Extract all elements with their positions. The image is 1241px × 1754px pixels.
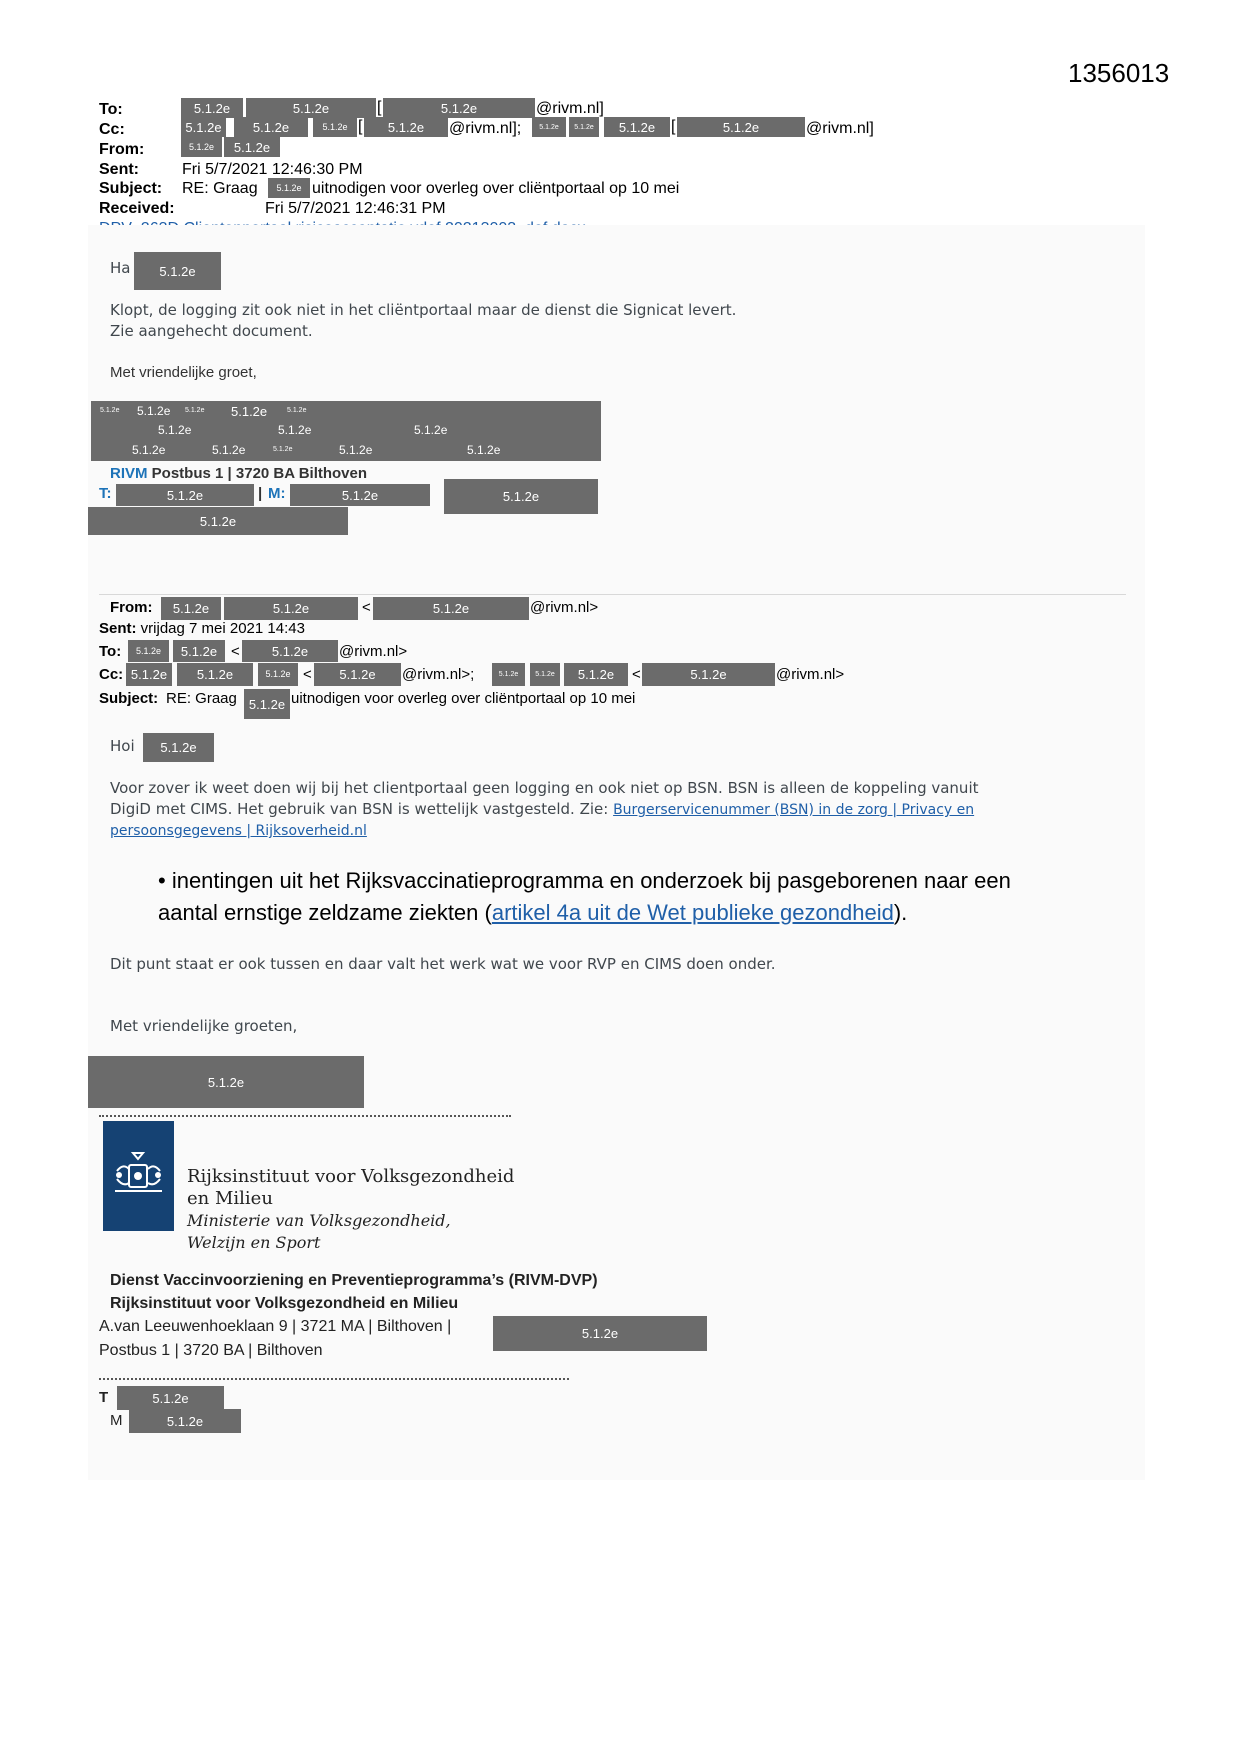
email2-sent: Sent: vrijdag 7 mei 2021 14:43: [99, 620, 305, 637]
bsn-link-cont[interactable]: persoonsgegevens | Rijksoverheid.nl: [110, 823, 367, 839]
redaction: 5.1.2e: [173, 640, 225, 662]
subject-prefix: RE: Graag: [182, 180, 258, 197]
sig-m-label: M:: [268, 485, 286, 502]
redaction: 5.1.2e: [290, 484, 430, 506]
redaction: 5.1.2e: [181, 98, 243, 118]
redaction: 5.1.2e: [530, 663, 560, 686]
redaction: 5.1.2e: [493, 1316, 707, 1351]
redaction: 5.1.2e: [129, 1409, 241, 1433]
cc-domain: @rivm.nl]: [806, 120, 874, 137]
redaction: 5.1.2e: [492, 663, 525, 686]
redaction: 5.1.2e: [569, 117, 599, 137]
redaction: 5.1.2e: [313, 117, 357, 137]
m-label: M: [110, 1412, 123, 1429]
email2-subject-suffix: uitnodigen voor overleg over cliëntportaal op 10 mei: [291, 690, 636, 707]
email2-body-line2: DigiD met CIMS. Het gebruik van BSN is wettelijk vastgesteld. Zie: Burgerservicenummer (BSN) in de zorg | Privacy en: [110, 800, 975, 818]
cc-label: Cc:: [99, 121, 125, 138]
redaction: 5.1.2e: [224, 597, 358, 620]
email2-to-domain: @rivm.nl>: [339, 643, 408, 660]
email2-body-line1: Voor zover ik weet doen wij bij het clientportaal geen logging en ook niet op BSN. BSN is alleen de koppeling vanuit: [110, 779, 979, 797]
redaction: 5.1.2e: [604, 117, 670, 137]
signature-redaction: 5.1.2e 5.1.2e 5.1.2e 5.1.2e 5.1.2e 5.1.2e 5.1.2e 5.1.2e 5.1.2e 5.1.2e 5.1.2e 5.1.2e 5.1.2e: [91, 401, 601, 461]
redaction: 5.1.2e: [242, 640, 338, 662]
redaction: 5.1.2e: [444, 479, 598, 514]
email1-closing: Met vriendelijke groet,: [110, 364, 257, 381]
coat-of-arms-icon: [103, 1121, 174, 1231]
redaction: 5.1.2e: [244, 689, 290, 719]
logo-text: Rijksinstituut voor Volksgezondheid en Milieu Ministerie van Volksgezondheid, Welzijn en Sport: [187, 1166, 515, 1252]
redaction: 5.1.2e: [181, 137, 222, 157]
document-number: 1356013: [1068, 58, 1170, 88]
email2-body-after: Dit punt staat er ook tussen en daar valt het werk wat we voor RVP en CIMS doen onder.: [110, 955, 776, 973]
redaction: 5.1.2e: [134, 252, 221, 290]
to-label: To:: [99, 101, 123, 118]
redaction: 5.1.2e: [373, 597, 529, 620]
email2-subject-label: Subject:: [99, 690, 159, 707]
redaction: 5.1.2e: [268, 178, 310, 198]
address-line2: Postbus 1 | 3720 BA | Bilthoven: [99, 1342, 323, 1359]
redaction: 5.1.2e: [364, 117, 448, 137]
redaction: 5.1.2e: [161, 597, 221, 620]
sig-t-label: T:: [99, 485, 112, 502]
email2-subject-prefix: RE: Graag: [166, 690, 237, 707]
redaction: 5.1.2e: [258, 663, 298, 686]
wpg-link[interactable]: artikel 4a uit de Wet publieke gezondheid: [491, 900, 894, 925]
sig-separator: |: [258, 485, 263, 502]
dept-line1: Dienst Vaccinvoorziening en Preventieprogramma’s (RIVM-DVP): [110, 1272, 598, 1289]
signature-address: RIVM Postbus 1 | 3720 BA Bilthoven: [110, 465, 368, 482]
bullet-icon: •: [158, 868, 166, 893]
email2-cc-domain: @rivm.nl>: [776, 666, 845, 683]
dotted-separator: [99, 1115, 511, 1117]
redaction: 5.1.2e: [383, 98, 535, 118]
email2-cc-label: Cc:: [99, 666, 124, 683]
t-label: T: [99, 1389, 109, 1406]
redaction: 5.1.2e: [177, 663, 253, 686]
redaction: 5.1.2e: [314, 663, 401, 686]
cc-domain: @rivm.nl];: [449, 120, 522, 137]
email2-to-label: To:: [99, 643, 122, 660]
received-label: Received:: [99, 200, 175, 217]
email2-closing: Met vriendelijke groeten,: [110, 1017, 298, 1035]
email2-from-label: From:: [110, 599, 153, 616]
redaction: 5.1.2e: [181, 117, 226, 137]
email2-greeting: Hoi: [110, 737, 135, 755]
redaction: 5.1.2e: [117, 1386, 224, 1410]
redaction: 5.1.2e: [126, 663, 172, 686]
dept-line2: Rijksinstituut voor Volksgezondheid en Milieu: [110, 1295, 459, 1312]
from-label: From:: [99, 141, 145, 158]
email1-greeting: Ha: [110, 259, 131, 277]
redaction: 5.1.2e: [116, 484, 254, 506]
redaction: 5.1.2e: [677, 117, 805, 137]
subject-suffix: uitnodigen voor overleg over cliëntportaal op 10 mei: [312, 180, 680, 197]
dotted-separator: [99, 1378, 569, 1380]
email1-body-line1: Klopt, de logging zit ook niet in het cliëntportaal maar de dienst die Signicat levert.: [110, 301, 737, 319]
to-domain: @rivm.nl]: [536, 100, 604, 117]
email2-cc-domain: @rivm.nl>;: [402, 666, 475, 683]
redaction: 5.1.2e: [224, 137, 280, 157]
redaction: 5.1.2e: [246, 98, 376, 118]
subject-label: Subject:: [99, 180, 163, 197]
redaction: 5.1.2e: [88, 1056, 364, 1108]
sent-label: Sent:: [99, 161, 139, 178]
redaction: 5.1.2e: [128, 640, 169, 662]
sent-value: Fri 5/7/2021 12:46:30 PM: [182, 161, 363, 178]
redaction: 5.1.2e: [532, 117, 566, 137]
redaction: 5.1.2e: [234, 117, 308, 137]
redaction: 5.1.2e: [88, 507, 348, 535]
received-value: Fri 5/7/2021 12:46:31 PM: [265, 200, 446, 217]
address-line1: A.van Leeuwenhoeklaan 9 | 3721 MA | Bilthoven |: [99, 1318, 452, 1335]
redaction: 5.1.2e: [564, 663, 628, 686]
email1-body-line2: Zie aangehecht document.: [110, 322, 313, 340]
email2-from-domain: @rivm.nl>: [530, 599, 599, 616]
redaction: 5.1.2e: [642, 663, 775, 686]
bsn-link[interactable]: Burgerservicenummer (BSN) in de zorg | Privacy en: [613, 802, 975, 818]
bullet-item: • inentingen uit het Rijksvaccinatieprogramma en onderzoek bij pasgeborenen naar een: [158, 868, 1011, 893]
bullet-item-cont: aantal ernstige zeldzame ziekten (artikel 4a uit de Wet publieke gezondheid).: [158, 900, 908, 925]
redaction: 5.1.2e: [143, 733, 214, 762]
email-separator: [99, 594, 1126, 595]
rivm-logo: [103, 1121, 174, 1231]
